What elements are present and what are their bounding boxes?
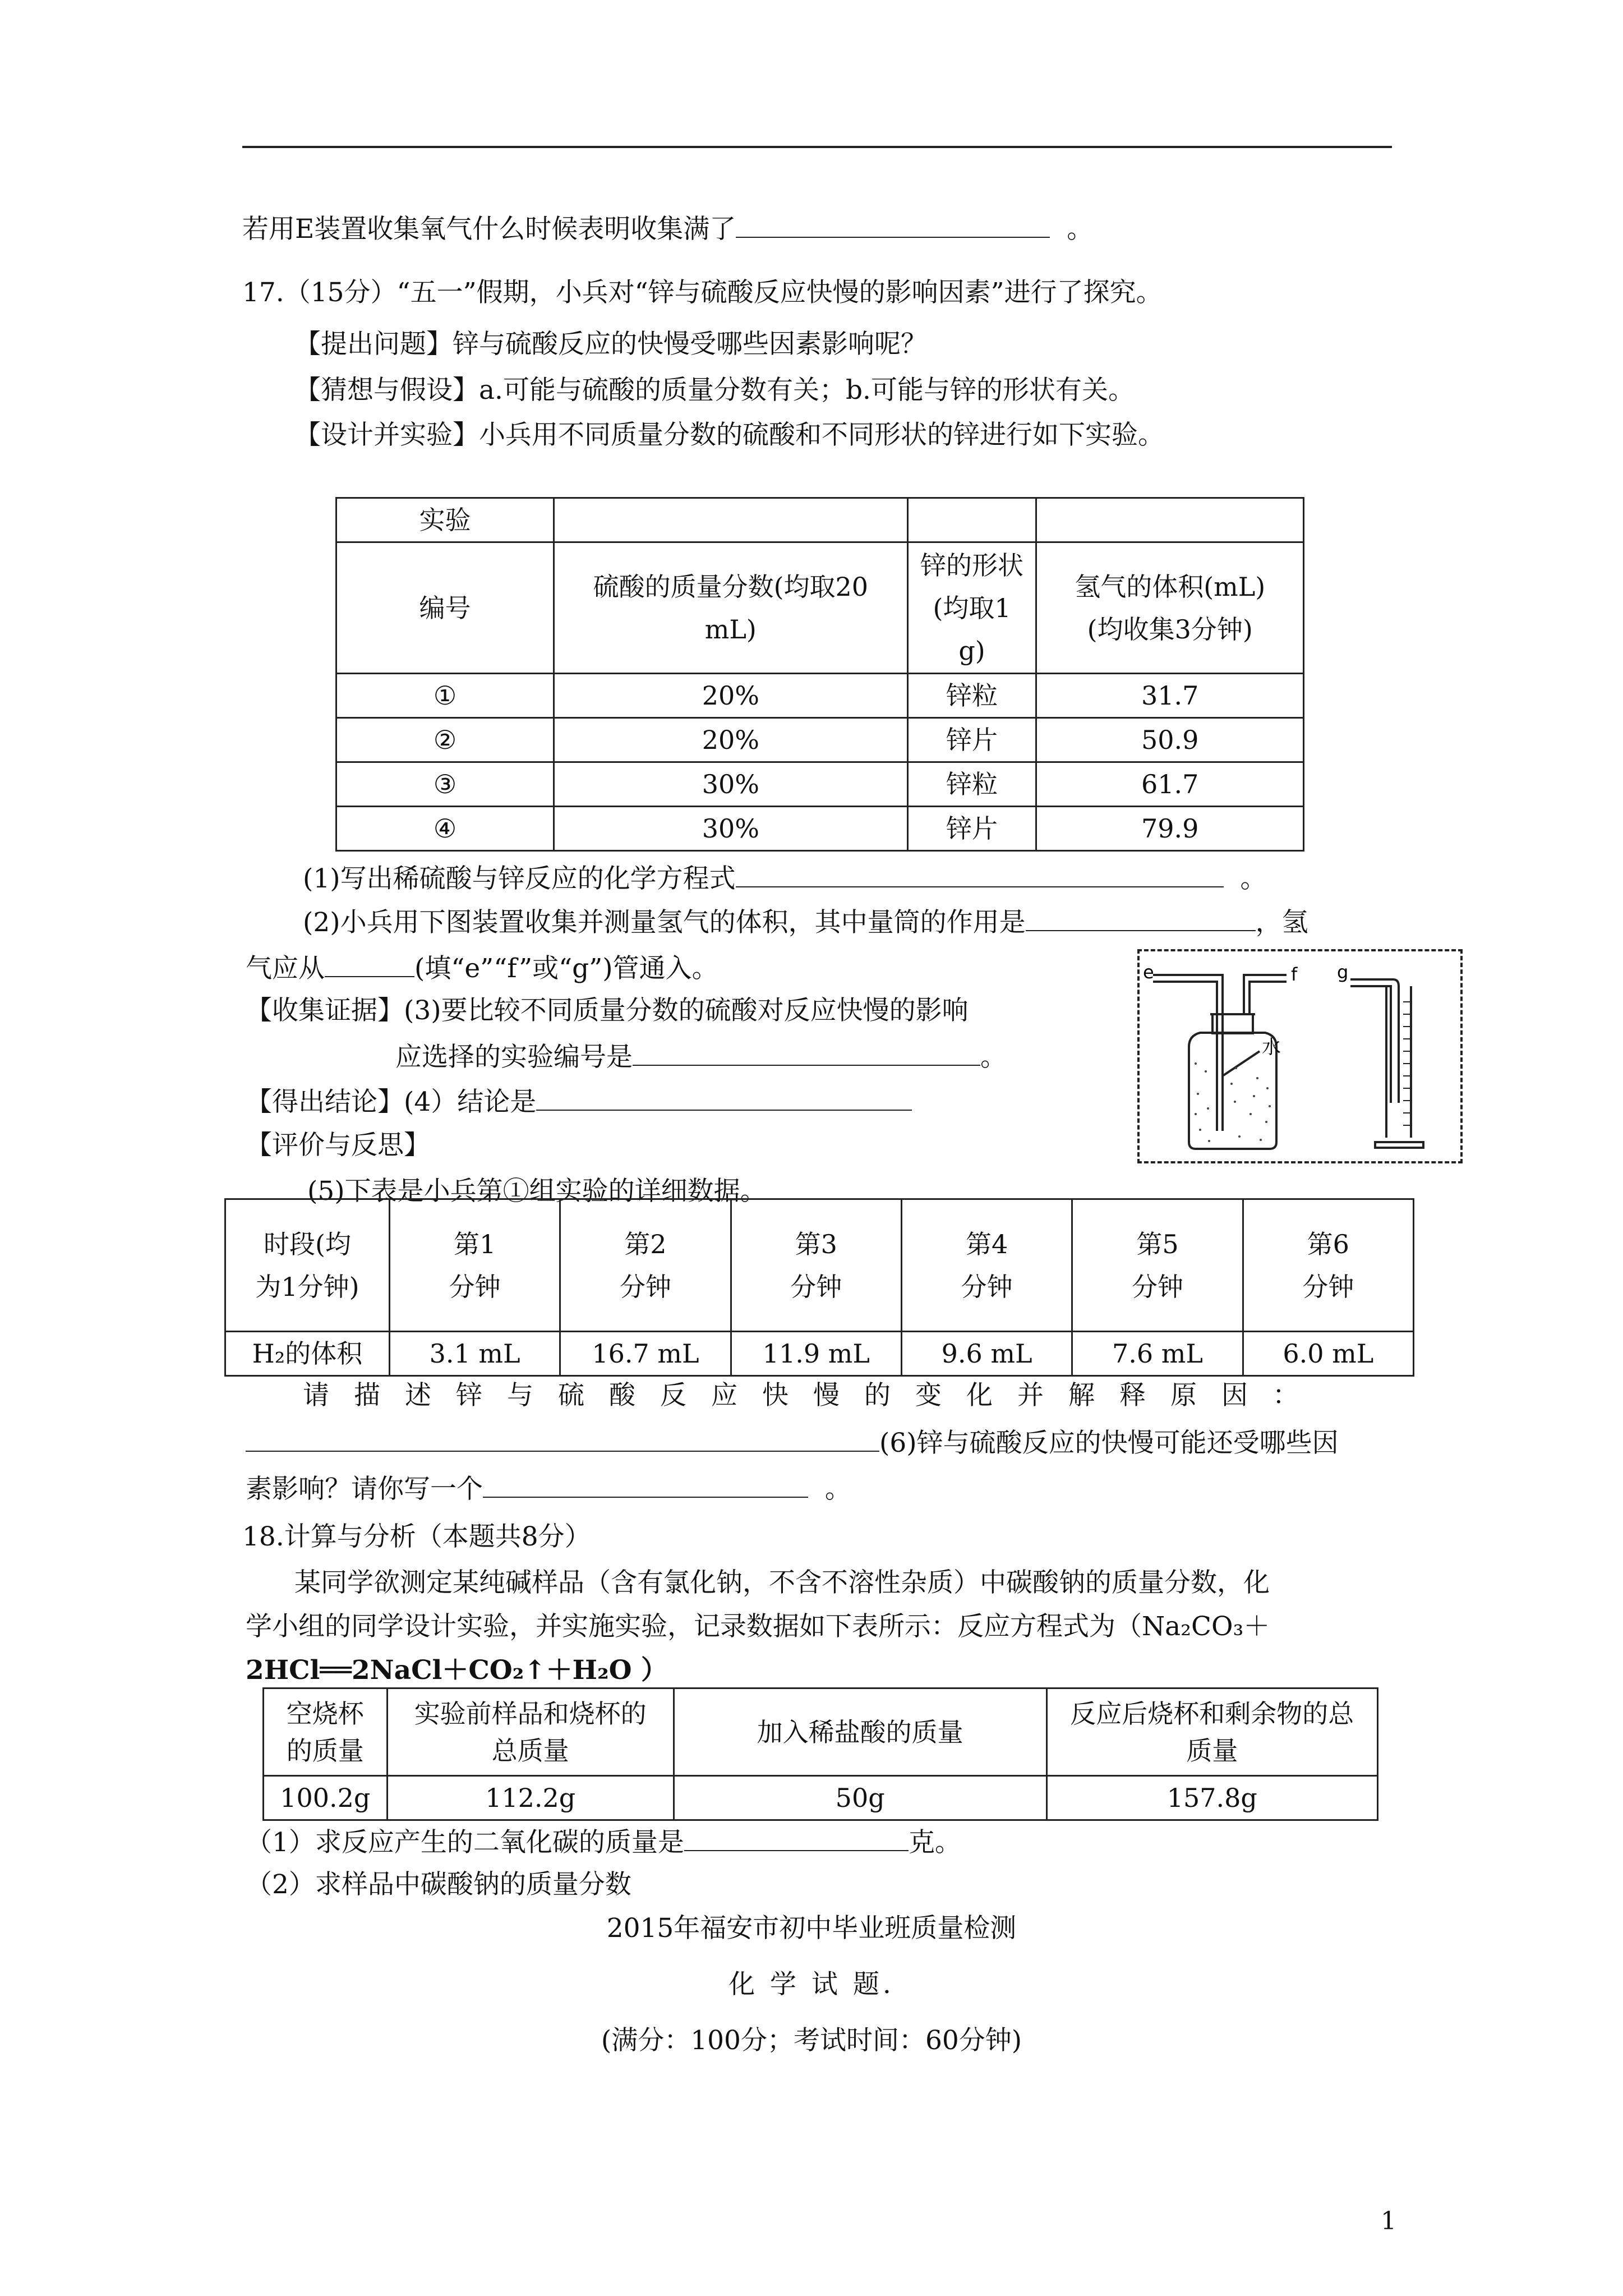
- q18-2: （2）求样品中碳酸钠的质量分数: [246, 1869, 631, 1900]
- header-shape: 锌的形状(均取1 g): [907, 542, 1036, 674]
- answer-blank[interactable]: [483, 1471, 808, 1498]
- q16-oxygen-line: 若用E装置收集氧气什么时候表明收集满了 。: [242, 211, 1093, 246]
- answer-blank[interactable]: [633, 1039, 980, 1066]
- mass-data-table: [262, 1687, 1378, 1821]
- gas-collection-apparatus-icon: [1140, 951, 1460, 1161]
- table-row: ② 20% 锌片 50.9: [336, 718, 1304, 762]
- answer-blank[interactable]: [736, 861, 1224, 887]
- q17-1: (1)写出稀硫酸与锌反应的化学方程式 。: [303, 861, 1266, 896]
- q18-title: 18.计算与分析（本题共8分）: [242, 1521, 591, 1552]
- answer-blank[interactable]: [246, 1425, 879, 1452]
- q18-body-2: 学小组的同学设计实验，并实施实验，记录数据如下表所示：反应方程式为（Na₂CO₃＋: [246, 1611, 1270, 1642]
- header-empty-beaker: 空烧杯的质量: [264, 1688, 388, 1776]
- header-before: 实验前样品和烧杯的总质量: [387, 1688, 674, 1776]
- q17-title: 17.（15分）“五一”假期，小兵对“锌与硫酸反应快慢的影响因素”进行了探究。: [242, 277, 1163, 308]
- page-number: 1: [1381, 2207, 1396, 2235]
- table-row: ③ 30% 锌粒 61.7: [336, 762, 1304, 807]
- q17-3: 【收集证据】(3)要比较不同质量分数的硫酸对反应快慢的影响: [246, 995, 969, 1026]
- subject-title: 化 学 试 题.: [728, 1969, 895, 2000]
- label-f: f: [1291, 964, 1298, 985]
- answer-blank[interactable]: [736, 211, 1050, 238]
- exam-info: (满分：100分；考试时间：60分钟): [601, 2025, 1022, 2056]
- q17-5-desc: 请描述锌与硫酸反应快慢的变化并解释原因：: [303, 1380, 1324, 1411]
- answer-blank[interactable]: [684, 1824, 909, 1851]
- answer-blank[interactable]: [325, 950, 414, 977]
- table-row: ① 20% 锌粒 31.7: [336, 674, 1304, 718]
- q17-3-cont: 应选择的实验编号是 。: [395, 1039, 1007, 1074]
- q17-2: (2)小兵用下图装置收集并测量氢气的体积，其中量筒的作用是 ，氢: [303, 904, 1308, 940]
- reflection-heading: 【评价与反思】: [246, 1130, 430, 1161]
- table-row: ④ 30% 锌片 79.9: [336, 807, 1304, 851]
- apparatus-diagram: [1137, 949, 1463, 1163]
- answer-blank[interactable]: [536, 1084, 912, 1111]
- exam-title: 2015年福安市初中毕业班质量检测: [606, 1913, 1017, 1944]
- experiment-table: [335, 497, 1304, 852]
- table-row: 100.2g 112.2g 50g 157.8g: [264, 1776, 1378, 1820]
- q17-question: 【提出问题】锌与硫酸反应的快慢受哪些因素影响呢？: [294, 329, 927, 360]
- top-rule: [242, 146, 1392, 148]
- q17-4: 【得出结论】(4）结论是: [246, 1084, 912, 1119]
- header-number: 编号: [336, 542, 554, 674]
- header-volume: 氢气的体积(mL)(均收集3分钟): [1036, 542, 1304, 674]
- header-period: 时段(均为1分钟): [225, 1199, 390, 1332]
- q17-6-cont: 素影响？请你写一个 。: [246, 1471, 851, 1506]
- q18-1: （1）求反应产生的二氧化碳的质量是 克。: [246, 1824, 961, 1860]
- q17-design: 【设计并实验】小兵用不同质量分数的硫酸和不同形状的锌进行如下实验。: [294, 420, 1164, 450]
- q18-body-1: 某同学欲测定某纯碱样品（含有氯化钠，不含不溶性杂质）中碳酸钠的质量分数，化: [294, 1567, 1270, 1598]
- q17-hypothesis: 【猜想与假设】a.可能与硫酸的质量分数有关；b.可能与锌的形状有关。: [294, 375, 1135, 406]
- header-acid-added: 加入稀盐酸的质量: [674, 1688, 1046, 1776]
- q18-equation: 2HCl══2NaCl＋CO₂↑＋H₂O ）: [246, 1655, 667, 1686]
- header-after: 反应后烧杯和剩余物的总质量: [1046, 1688, 1377, 1776]
- header-experiment: 实验: [336, 498, 554, 542]
- table-row: H₂的体积 3.1 mL 16.7 mL 11.9 mL 9.6 mL 7.6 mL 6.0 mL: [225, 1332, 1414, 1376]
- label-g: g: [1337, 961, 1349, 983]
- q17-2-cont: 气应从 (填“e”“f”或“g”)管通入。: [246, 950, 718, 986]
- q17-6: (6)锌与硫酸反应的快慢可能还受哪些因: [246, 1425, 1339, 1460]
- answer-blank[interactable]: [1026, 904, 1256, 931]
- time-volume-table: 时段(均为1分钟) 第1分钟 第2分钟 第3分钟 第4分钟 第5分钟 第6分钟 H₂的体积 3.1 mL 16.7 mL 11.9 mL 9.6 mL 7.6 mL 6.0 mL: [224, 1198, 1414, 1377]
- label-water: 水: [1262, 1036, 1281, 1059]
- label-e: e: [1143, 961, 1154, 983]
- header-acid: 硫酸的质量分数(均取20 mL): [554, 542, 908, 674]
- q17-5: (5)下表是小兵第①组实验的详细数据。: [307, 1176, 767, 1207]
